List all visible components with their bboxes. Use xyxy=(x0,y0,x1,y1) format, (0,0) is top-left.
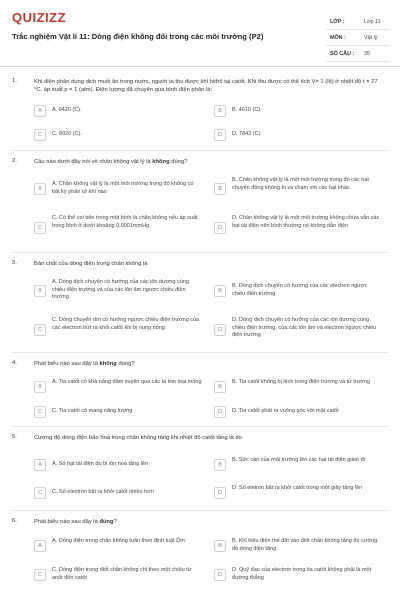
question-text: Khi điện phân dung dịch muối ăn trong nước, người ta thu được khí hiđrô tại catốt. Khí thu được có thể tích V= 1 (lít) ở nhiệt độ t = 27 °C, áp suất p = 1 (atm). Điện lượng đã chuyển qua bình điện phân là: xyxy=(34,79,378,93)
option-letter-box: B xyxy=(214,381,226,393)
option-text: A. Dòng điện trong chân không tuân theo định luật Ôm xyxy=(52,538,186,544)
option-text: A. Chân không vật lý là một môi trường trong đó không có bất kỳ phân tử khí nào xyxy=(52,181,194,195)
option-letter-box: C xyxy=(34,129,46,141)
option-text: B. Khi hiệu điện thế đặt vào điốt chân không tăng thì cường độ dòng điện tăng xyxy=(232,538,378,552)
option-letter-box: D xyxy=(214,569,226,581)
divider xyxy=(12,510,388,511)
quizizz-logo: QUIZIZZ xyxy=(12,10,67,25)
option-letter-box: D xyxy=(214,406,226,418)
option-letter-box: A xyxy=(34,459,46,471)
question-text: Cường độ dòng điện bão hoà trong chân không tăng khi nhiệt độ catốt tăng là do xyxy=(34,435,242,441)
option-5c[interactable] xyxy=(34,483,204,503)
option-text: B. Dòng dịch chuyển có hướng của các electron ngược chiều điện trường xyxy=(232,283,368,297)
option-5a[interactable] xyxy=(34,455,204,475)
question-number: 2. xyxy=(12,158,17,164)
option-letter-box: B xyxy=(214,285,226,297)
option-text: D. Dòng dịch chuyển có hướng của các iôn dương cùng chiều điện trường, của các iôn âm và electron ngược chiều điện trường xyxy=(232,317,377,339)
question-text: Phát biểu nào sau đây là đúng? xyxy=(34,519,117,525)
option-text: C. Tia catốt có mang năng lượng xyxy=(52,408,133,414)
option-letter-box: C xyxy=(34,324,46,336)
question-number: 1. xyxy=(12,78,17,84)
question-text: Câu nào dưới đây nói về chân không vật lý là không đúng? xyxy=(34,159,188,165)
question-number: 3. xyxy=(12,260,17,266)
option-3b[interactable] xyxy=(214,278,384,304)
divider xyxy=(12,352,388,353)
option-text: C. Dòng chuyển dời có hướng ngược chiều điện trường của các electron bứt ra khỏi catốt khi bị nung nóng xyxy=(52,317,200,331)
option-3d[interactable] xyxy=(214,316,384,344)
option-4d[interactable] xyxy=(214,405,384,419)
meta-value: Lớp 11 xyxy=(364,19,381,25)
option-text: C. 8020 (C). xyxy=(52,131,82,137)
divider xyxy=(12,252,388,253)
meta-row-class xyxy=(326,14,390,30)
meta-value: Vật lý xyxy=(364,35,378,41)
option-2b[interactable] xyxy=(214,176,384,202)
option-text: B. Chân không vật lý là một môi trường trong đó các hạt chuyển động không bị va chạm với các hạt khác xyxy=(232,177,369,191)
option-letter-box: D xyxy=(214,324,226,336)
option-6c[interactable] xyxy=(34,564,204,586)
option-text: B. 4010 (C). xyxy=(232,107,262,113)
option-6a[interactable] xyxy=(34,536,204,556)
option-letter-box: B xyxy=(214,105,226,117)
meta-label: SỐ CÂU : xyxy=(330,51,355,57)
option-letter-box: C xyxy=(34,569,46,581)
divider xyxy=(12,426,388,427)
option-text: D. Số eletron bật ra khỏi catốt trong một giây tăng lên xyxy=(232,485,363,491)
option-letter-box: A xyxy=(34,540,46,552)
option-2c[interactable] xyxy=(34,214,204,242)
option-2a[interactable] xyxy=(34,176,204,202)
option-5d[interactable] xyxy=(214,483,384,503)
option-text: D. Quỹ đạo của electron trong tia catốt không phải là một đường thẳng xyxy=(232,567,372,581)
meta-label: MÔN : xyxy=(330,35,346,41)
option-text: C. Dòng điện trong điốt chân không chỉ theo một chiều từ anốt đến catốt xyxy=(52,567,192,581)
option-letter-box: B xyxy=(214,183,226,195)
option-1d[interactable] xyxy=(214,128,384,142)
meta-row-count xyxy=(326,46,390,62)
meta-row-subject xyxy=(326,30,390,46)
option-text: A. Dòng dịch chuyển có hướng của các iôn dương cùng chiều điện trường và của các iôn âm ngược chiều điện trường xyxy=(52,279,189,301)
question-text: Bản chất của dòng điện trong chân không là xyxy=(34,261,148,267)
option-letter-box: B xyxy=(214,459,226,471)
option-text: D. 7842 (C). xyxy=(232,131,262,137)
option-4b[interactable] xyxy=(214,377,384,397)
question-number: 6. xyxy=(12,518,17,524)
question-number: 4. xyxy=(12,360,17,366)
meta-label: LỚP : xyxy=(330,19,345,25)
option-letter-box: D xyxy=(214,129,226,141)
option-text: A. 6420 (C). xyxy=(52,107,82,113)
option-letter-box: D xyxy=(214,222,226,234)
option-letter-box: C xyxy=(34,222,46,234)
option-6b[interactable] xyxy=(214,536,384,556)
option-text: B. Tia catốt không bị lệch trong điện trường và từ trường xyxy=(232,379,371,385)
option-letter-box: B xyxy=(214,540,226,552)
divider xyxy=(12,150,388,151)
option-6d[interactable] xyxy=(214,564,384,586)
option-text: A. Số hạt tải điện do bị iôn hoá tăng lên xyxy=(52,461,149,467)
option-text: D. Chân không vật lý là một môi trường không chứa sẵn các hạt tải điện nên bình thường nó không dẫn điện xyxy=(232,215,380,229)
option-letter-box: A xyxy=(34,183,46,195)
option-letter-box: D xyxy=(214,487,226,499)
option-letter-box: A xyxy=(34,381,46,393)
worksheet-header xyxy=(0,0,400,67)
option-3c[interactable] xyxy=(34,316,204,344)
option-letter-box: C xyxy=(34,487,46,499)
question-number: 5. xyxy=(12,434,17,440)
option-3a[interactable] xyxy=(34,278,204,304)
meta-value: 35 xyxy=(364,51,370,57)
option-text: B. Sức cản của môi trường lên các hạt tải điện giảm đi xyxy=(232,457,365,463)
option-letter-box: A xyxy=(34,285,46,297)
option-4c[interactable] xyxy=(34,405,204,419)
option-1c[interactable] xyxy=(34,128,204,142)
option-text: D. Tia catốt phát ra vuông góc với mặt catốt xyxy=(232,408,339,414)
meta-table xyxy=(326,14,390,62)
option-1a[interactable] xyxy=(34,104,204,118)
option-text: C. Số electron bật ra khỏi catốt nhiều hơn xyxy=(52,489,154,495)
question-text: Phát biểu nào sau đây là không đúng? xyxy=(34,361,135,367)
option-1b[interactable] xyxy=(214,104,384,118)
option-letter-box: A xyxy=(34,105,46,117)
quiz-title: Trắc nghiệm Vật lí 11: Dòng điện không đổi trong các môi trường (P2) xyxy=(12,32,264,41)
option-text: C. Có thể coi bên trong một bình là chân không nếu áp suất trong bình ở dưới khoảng 0,0001mmHg xyxy=(52,215,198,229)
option-4a[interactable] xyxy=(34,377,204,397)
option-text: A. Tia catốt có khả năng đâm xuyên qua các lá kim loại mỏng xyxy=(52,379,202,385)
option-5b[interactable] xyxy=(214,455,384,475)
option-letter-box: C xyxy=(34,406,46,418)
option-2d[interactable] xyxy=(214,214,384,242)
